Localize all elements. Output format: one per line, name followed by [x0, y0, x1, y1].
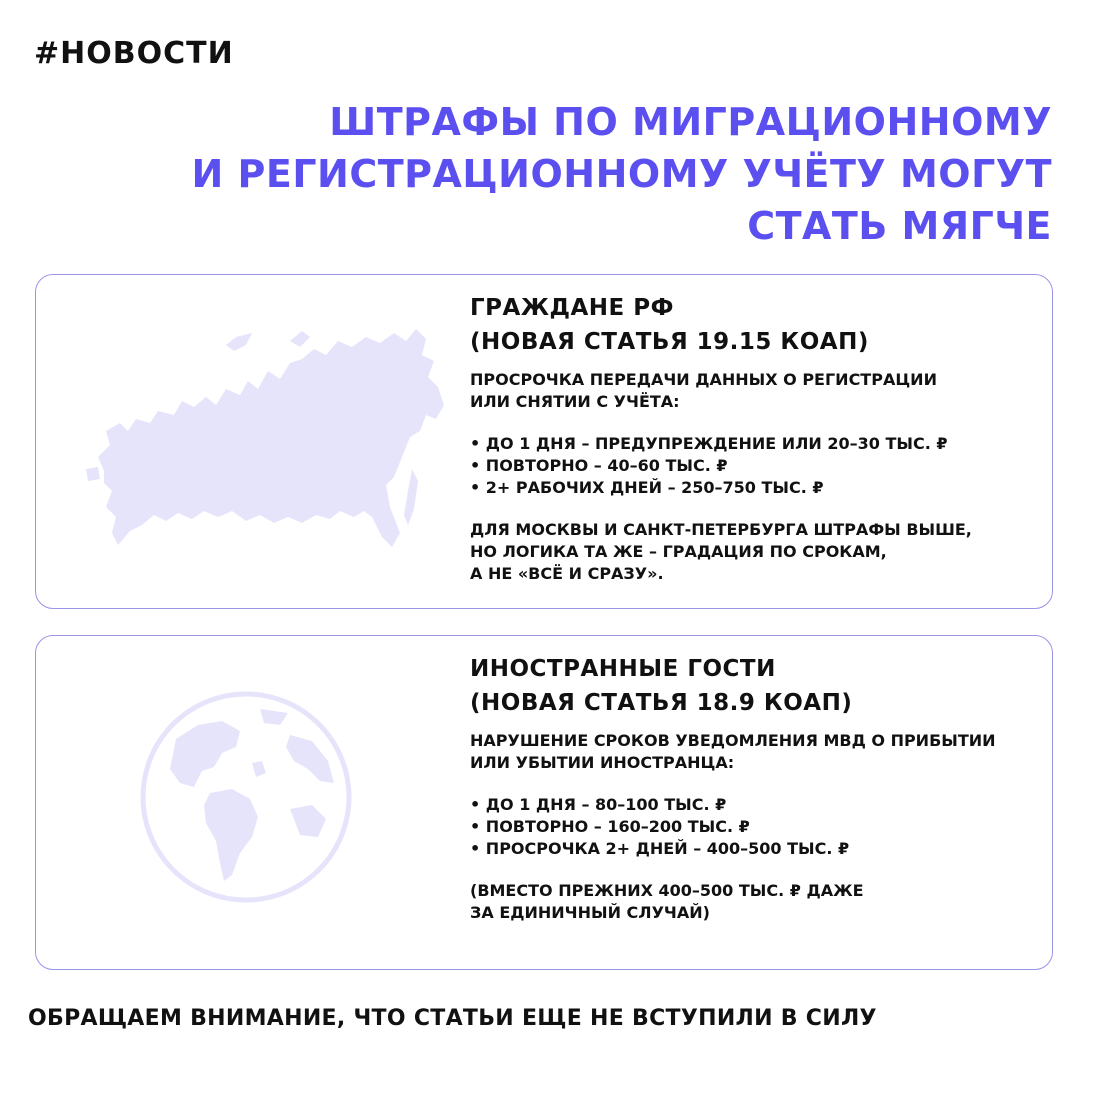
intro-line: ПРОСРОЧКА ПЕРЕДАЧИ ДАННЫХ О РЕГИСТРАЦИИ: [470, 370, 937, 389]
footer-notice: ОБРАЩАЕМ ВНИМАНИЕ, ЧТО СТАТЬИ ЕЩЕ НЕ ВСТУПИЛИ В СИЛУ: [28, 1006, 877, 1031]
note-line: ДЛЯ МОСКВЫ И САНКТ-ПЕТЕРБУРГА ШТРАФЫ ВЫШЕ,: [470, 520, 972, 539]
intro-line: ИЛИ УБЫТИИ ИНОСТРАНЦА:: [470, 753, 735, 772]
card-title: ИНОСТРАННЫЕ ГОСТИ: [470, 656, 776, 682]
card-title: ГРАЖДАНЕ РФ: [470, 295, 674, 321]
russia-map-icon: [76, 319, 446, 563]
title-line: И РЕГИСТРАЦИОННОМУ УЧЁТУ МОГУТ: [191, 152, 1052, 196]
fine-bullet: • ПРОСРОЧКА 2+ ДНЕЙ – 400–500 ТЫС. ₽: [470, 839, 850, 858]
news-hashtag: #НОВОСТИ: [34, 36, 234, 71]
page-title: [192, 96, 1053, 252]
intro-line: ИЛИ СНЯТИИ С УЧЁТА:: [470, 392, 680, 411]
intro-line: НАРУШЕНИЕ СРОКОВ УВЕДОМЛЕНИЯ МВД О ПРИБЫТИИ: [470, 731, 996, 750]
fine-bullet: • ДО 1 ДНЯ – ПРЕДУПРЕЖДЕНИЕ ИЛИ 20–30 ТЫС. ₽: [470, 434, 948, 453]
title-line: ШТРАФЫ ПО МИГРАЦИОННОМУ: [329, 100, 1052, 144]
citizens-text: [470, 291, 1050, 585]
note-line: А НЕ «ВСЁ И СРАЗУ».: [470, 564, 664, 583]
fine-bullet: • ПОВТОРНО – 160–200 ТЫС. ₽: [470, 817, 750, 836]
title-line: СТАТЬ МЯГЧЕ: [747, 204, 1052, 248]
note-line: НО ЛОГИКА ТА ЖЕ – ГРАДАЦИЯ ПО СРОКАМ,: [470, 542, 887, 561]
foreigners-card: [35, 635, 1053, 970]
fine-bullet: • ПОВТОРНО – 40–60 ТЫС. ₽: [470, 456, 728, 475]
citizens-card: [35, 274, 1053, 609]
fine-bullet: • 2+ РАБОЧИХ ДНЕЙ – 250–750 ТЫС. ₽: [470, 478, 824, 497]
fine-bullet: • ДО 1 ДНЯ – 80–100 ТЫС. ₽: [470, 795, 727, 814]
note-line: ЗА ЕДИНИЧНЫЙ СЛУЧАЙ): [470, 903, 710, 922]
foreigners-text: [470, 652, 1050, 924]
globe-icon: [140, 691, 352, 907]
note-line: (ВМЕСТО ПРЕЖНИХ 400–500 ТЫС. ₽ ДАЖЕ: [470, 881, 864, 900]
card-subtitle: (НОВАЯ СТАТЬЯ 19.15 КОАП): [470, 329, 869, 355]
card-subtitle: (НОВАЯ СТАТЬЯ 18.9 КОАП): [470, 690, 853, 716]
